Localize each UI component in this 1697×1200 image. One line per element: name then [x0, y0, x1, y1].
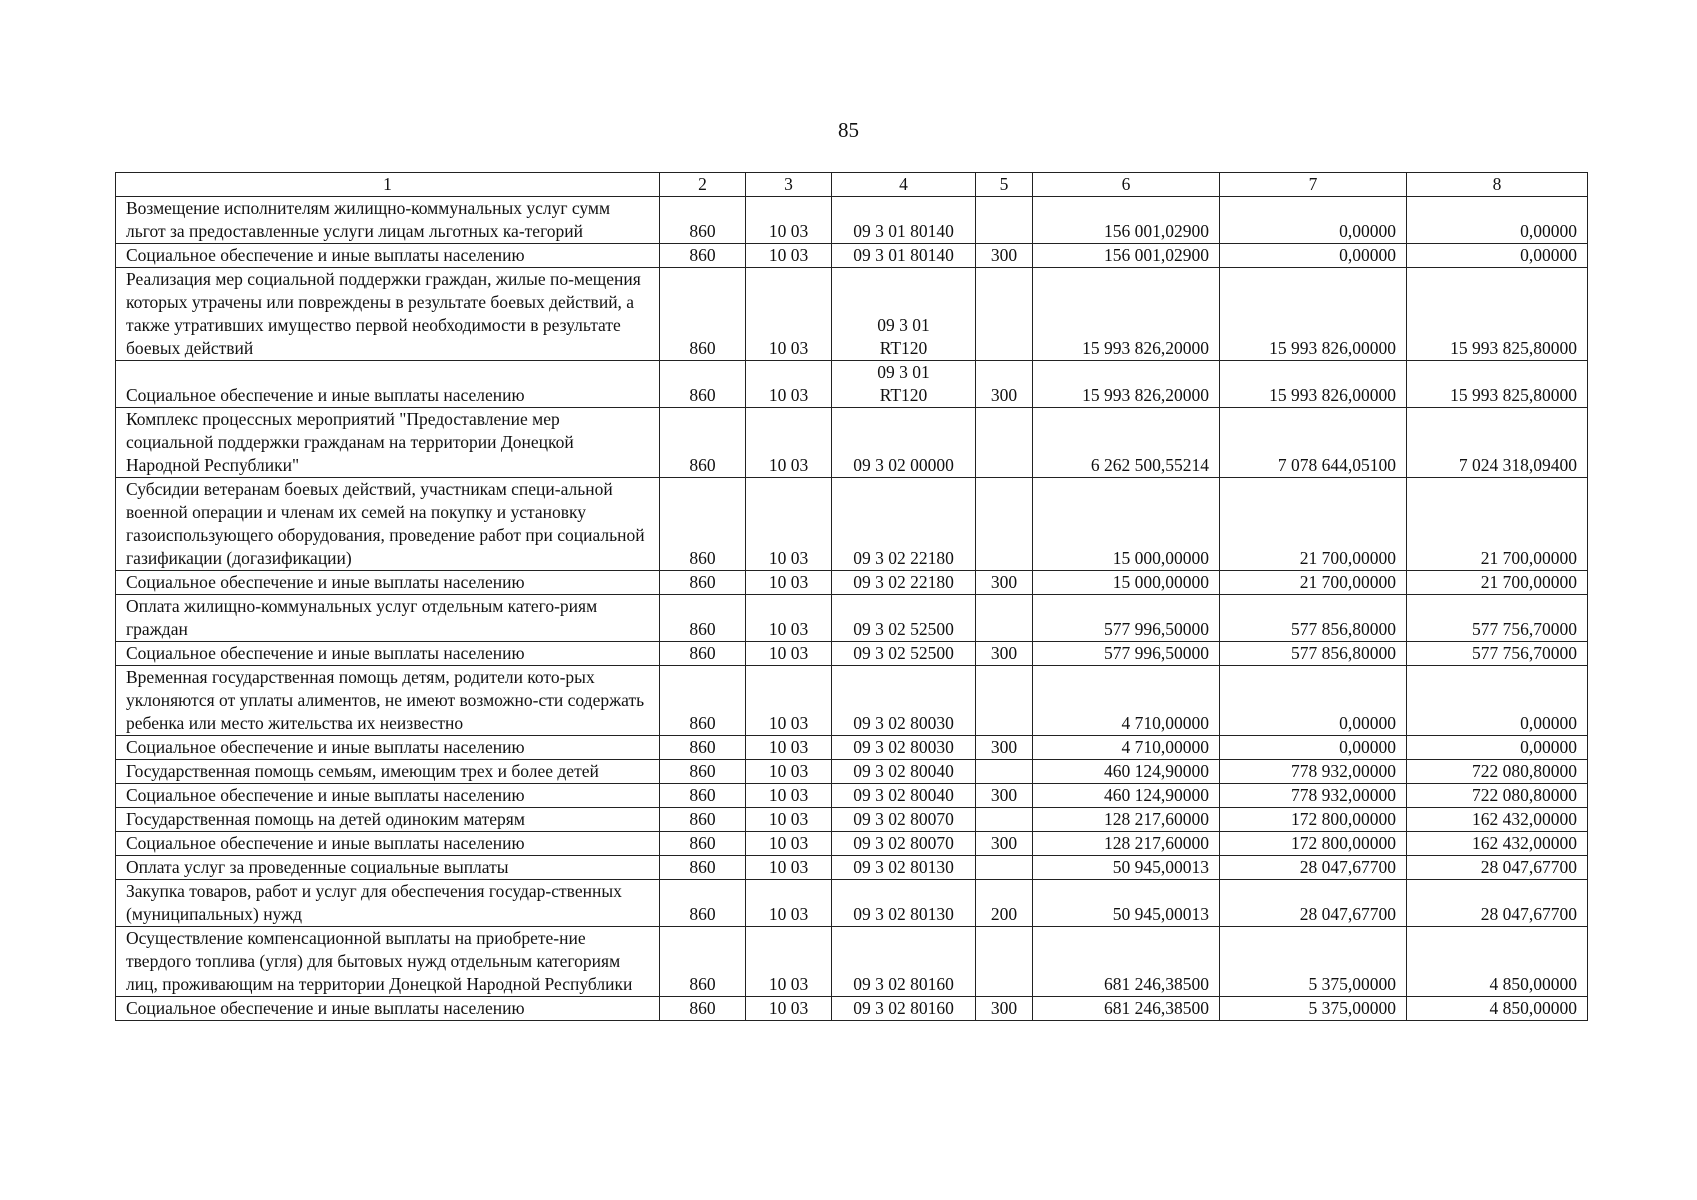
row-target-code-cell [832, 880, 976, 927]
row-admin-code-cell: 860 [660, 666, 746, 736]
target-code-line: 09 3 02 22180 [853, 572, 954, 592]
row-amount-col7-cell: 778 932,00000 [1220, 784, 1407, 808]
row-expense-type-cell [976, 595, 1033, 642]
table-row [116, 784, 1588, 808]
row-amount-col6-cell: 681 246,38500 [1033, 927, 1220, 997]
row-amount-col7-cell: 21 700,00000 [1220, 571, 1407, 595]
row-admin-code-cell: 860 [660, 642, 746, 666]
target-code-line: 09 3 02 80130 [853, 904, 954, 924]
table-body [116, 197, 1588, 1021]
row-expense-type-cell [976, 927, 1033, 997]
row-section-code-cell: 10 03 [746, 832, 832, 856]
row-amount-col6-cell: 15 993 826,20000 [1033, 268, 1220, 361]
row-name-cell: Временная государственная помощь детям, родители кото-рых уклоняются от уплаты алиментов, не имеют возможно-сти содержать ребенка или место жительства их неизвестно [116, 666, 660, 736]
row-name-cell: Закупка товаров, работ и услуг для обеспечения государ-ственных (муниципальных) нужд [116, 880, 660, 927]
row-target-code-cell [832, 408, 976, 478]
row-name-cell: Оплата услуг за проведенные социальные выплаты [116, 856, 660, 880]
row-section-code-cell: 10 03 [746, 784, 832, 808]
target-code-line: 09 3 02 80030 [853, 737, 954, 757]
row-amount-col8-cell: 21 700,00000 [1407, 478, 1588, 571]
row-section-code-cell: 10 03 [746, 997, 832, 1021]
row-expense-type-cell: 300 [976, 244, 1033, 268]
row-expense-type-cell [976, 408, 1033, 478]
row-admin-code-cell: 860 [660, 760, 746, 784]
column-header-6: 6 [1033, 173, 1220, 197]
row-name-cell: Социальное обеспечение и иные выплаты населению [116, 244, 660, 268]
row-target-code-cell [832, 666, 976, 736]
row-admin-code-cell: 860 [660, 478, 746, 571]
table-row [116, 927, 1588, 997]
row-amount-col8-cell: 0,00000 [1407, 197, 1588, 244]
row-amount-col6-cell: 128 217,60000 [1033, 808, 1220, 832]
row-name-cell: Государственная помощь семьям, имеющим трех и более детей [116, 760, 660, 784]
row-admin-code-cell: 860 [660, 736, 746, 760]
column-header-1: 1 [116, 173, 660, 197]
row-target-code-cell [832, 832, 976, 856]
row-amount-col8-cell: 722 080,80000 [1407, 784, 1588, 808]
target-code-line: 09 3 01 80140 [853, 221, 954, 241]
budget-table [115, 172, 1588, 1021]
row-amount-col7-cell: 5 375,00000 [1220, 927, 1407, 997]
row-amount-col6-cell: 15 000,00000 [1033, 571, 1220, 595]
row-expense-type-cell: 300 [976, 642, 1033, 666]
table-row [116, 197, 1588, 244]
row-amount-col6-cell: 577 996,50000 [1033, 595, 1220, 642]
row-name-cell: Социальное обеспечение и иные выплаты населению [116, 784, 660, 808]
row-amount-col8-cell: 15 993 825,80000 [1407, 361, 1588, 408]
row-expense-type-cell: 300 [976, 784, 1033, 808]
target-code-line: 09 3 02 80030 [853, 713, 954, 733]
row-expense-type-cell: 300 [976, 832, 1033, 856]
column-header-2: 2 [660, 173, 746, 197]
row-amount-col6-cell: 6 262 500,55214 [1033, 408, 1220, 478]
row-admin-code-cell: 860 [660, 268, 746, 361]
row-name-cell: Социальное обеспечение и иные выплаты населению [116, 361, 660, 408]
row-amount-col6-cell: 15 993 826,20000 [1033, 361, 1220, 408]
table-row [116, 997, 1588, 1021]
target-code-line: 09 3 02 80160 [853, 998, 954, 1018]
row-amount-col6-cell: 128 217,60000 [1033, 832, 1220, 856]
row-amount-col8-cell: 7 024 318,09400 [1407, 408, 1588, 478]
row-amount-col7-cell: 21 700,00000 [1220, 478, 1407, 571]
row-name-cell: Реализация мер социальной поддержки граждан, жилые по-мещения которых утрачены или повреждены в результате боевых действий, а также утративших имущество первой необходимости в результате боевых действий [116, 268, 660, 361]
row-name-cell: Возмещение исполнителям жилищно-коммунальных услуг сумм льгот за предоставленные услуги лицам льготных ка-тегорий [116, 197, 660, 244]
row-amount-col8-cell: 21 700,00000 [1407, 571, 1588, 595]
row-amount-col7-cell: 172 800,00000 [1220, 832, 1407, 856]
table-row [116, 478, 1588, 571]
target-code-line: 09 3 02 80040 [853, 785, 954, 805]
table-row [116, 880, 1588, 927]
table-row [116, 832, 1588, 856]
row-expense-type-cell [976, 666, 1033, 736]
row-expense-type-cell: 300 [976, 736, 1033, 760]
row-amount-col8-cell: 0,00000 [1407, 244, 1588, 268]
row-expense-type-cell: 300 [976, 571, 1033, 595]
column-header-5: 5 [976, 173, 1033, 197]
row-admin-code-cell: 860 [660, 784, 746, 808]
row-expense-type-cell [976, 268, 1033, 361]
row-section-code-cell: 10 03 [746, 571, 832, 595]
row-amount-col7-cell: 0,00000 [1220, 244, 1407, 268]
row-amount-col7-cell: 0,00000 [1220, 666, 1407, 736]
row-target-code-cell [832, 760, 976, 784]
row-section-code-cell: 10 03 [746, 244, 832, 268]
row-target-code-cell [832, 808, 976, 832]
row-amount-col8-cell: 0,00000 [1407, 666, 1588, 736]
table-row [116, 244, 1588, 268]
row-amount-col6-cell: 50 945,00013 [1033, 856, 1220, 880]
row-amount-col8-cell: 162 432,00000 [1407, 832, 1588, 856]
target-code-line: 09 3 02 80130 [853, 857, 954, 877]
header-row [116, 173, 1588, 197]
table-row [116, 856, 1588, 880]
row-amount-col7-cell: 7 078 644,05100 [1220, 408, 1407, 478]
row-name-cell: Комплекс процессных мероприятий "Предоставление мер социальной поддержки гражданам на территории Донецкой Народной Республики" [116, 408, 660, 478]
row-section-code-cell: 10 03 [746, 808, 832, 832]
row-target-code-cell [832, 571, 976, 595]
target-code-line: RT120 [879, 385, 928, 405]
row-section-code-cell: 10 03 [746, 642, 832, 666]
row-name-cell: Социальное обеспечение и иные выплаты населению [116, 997, 660, 1021]
target-code-line: 09 3 02 80040 [853, 761, 954, 781]
row-section-code-cell: 10 03 [746, 408, 832, 478]
row-amount-col7-cell: 28 047,67700 [1220, 880, 1407, 927]
table-row [116, 808, 1588, 832]
row-amount-col7-cell: 172 800,00000 [1220, 808, 1407, 832]
row-admin-code-cell: 860 [660, 997, 746, 1021]
row-target-code-cell [832, 244, 976, 268]
row-target-code-cell [832, 361, 976, 408]
row-name-cell: Социальное обеспечение и иные выплаты населению [116, 832, 660, 856]
row-admin-code-cell: 860 [660, 361, 746, 408]
row-admin-code-cell: 860 [660, 808, 746, 832]
row-expense-type-cell [976, 197, 1033, 244]
target-code-line: 09 3 01 [877, 362, 930, 382]
row-section-code-cell: 10 03 [746, 595, 832, 642]
row-name-cell: Государственная помощь на детей одиноким матерям [116, 808, 660, 832]
row-section-code-cell: 10 03 [746, 760, 832, 784]
target-code-line: 09 3 02 80070 [853, 833, 954, 853]
column-header-8: 8 [1407, 173, 1588, 197]
table-row [116, 361, 1588, 408]
row-expense-type-cell [976, 478, 1033, 571]
row-name-cell: Социальное обеспечение и иные выплаты населению [116, 571, 660, 595]
row-target-code-cell [832, 595, 976, 642]
row-amount-col6-cell: 156 001,02900 [1033, 244, 1220, 268]
row-amount-col8-cell: 162 432,00000 [1407, 808, 1588, 832]
row-section-code-cell: 10 03 [746, 880, 832, 927]
target-code-line: 09 3 02 52500 [853, 619, 954, 639]
row-target-code-cell [832, 997, 976, 1021]
row-admin-code-cell: 860 [660, 197, 746, 244]
target-code-line: RT120 [879, 338, 928, 358]
row-amount-col6-cell: 156 001,02900 [1033, 197, 1220, 244]
row-admin-code-cell: 860 [660, 595, 746, 642]
row-name-cell: Осуществление компенсационной выплаты на приобрете-ние твердого топлива (угля) для бытовых нужд отдельным категориям лиц, проживающим на территории Донецкой Народной Республики [116, 927, 660, 997]
row-amount-col7-cell: 577 856,80000 [1220, 642, 1407, 666]
row-amount-col7-cell: 0,00000 [1220, 197, 1407, 244]
table-row [116, 268, 1588, 361]
row-amount-col6-cell: 577 996,50000 [1033, 642, 1220, 666]
table-row [116, 571, 1588, 595]
target-code-line: 09 3 01 80140 [853, 245, 954, 265]
row-expense-type-cell: 300 [976, 997, 1033, 1021]
row-amount-col7-cell: 5 375,00000 [1220, 997, 1407, 1021]
row-amount-col8-cell: 4 850,00000 [1407, 997, 1588, 1021]
row-amount-col8-cell: 722 080,80000 [1407, 760, 1588, 784]
column-header-7: 7 [1220, 173, 1407, 197]
target-code-line: 09 3 02 52500 [853, 643, 954, 663]
table-row [116, 760, 1588, 784]
row-expense-type-cell: 200 [976, 880, 1033, 927]
target-code-line: 09 3 02 80160 [853, 974, 954, 994]
table-row [116, 408, 1588, 478]
row-amount-col8-cell: 15 993 825,80000 [1407, 268, 1588, 361]
row-amount-col6-cell: 681 246,38500 [1033, 997, 1220, 1021]
row-amount-col8-cell: 4 850,00000 [1407, 927, 1588, 997]
row-target-code-cell [832, 268, 976, 361]
row-target-code-cell [832, 856, 976, 880]
target-code-line: 09 3 01 [877, 315, 930, 335]
row-admin-code-cell: 860 [660, 244, 746, 268]
row-name-cell: Социальное обеспечение и иные выплаты населению [116, 736, 660, 760]
row-section-code-cell: 10 03 [746, 361, 832, 408]
row-amount-col7-cell: 577 856,80000 [1220, 595, 1407, 642]
row-section-code-cell: 10 03 [746, 197, 832, 244]
table-row [116, 642, 1588, 666]
row-expense-type-cell [976, 808, 1033, 832]
row-admin-code-cell: 860 [660, 856, 746, 880]
row-admin-code-cell: 860 [660, 408, 746, 478]
row-target-code-cell [832, 784, 976, 808]
row-section-code-cell: 10 03 [746, 736, 832, 760]
column-header-4: 4 [832, 173, 976, 197]
table-row [116, 666, 1588, 736]
row-section-code-cell: 10 03 [746, 478, 832, 571]
row-target-code-cell [832, 927, 976, 997]
row-amount-col8-cell: 28 047,67700 [1407, 880, 1588, 927]
row-amount-col6-cell: 15 000,00000 [1033, 478, 1220, 571]
row-name-cell: Субсидии ветеранам боевых действий, участникам специ-альной военной операции и членам их семей на покупку и установку газоиспользующего оборудования, проведение работ при социальной газификации (догазификации) [116, 478, 660, 571]
row-admin-code-cell: 860 [660, 571, 746, 595]
row-amount-col8-cell: 28 047,67700 [1407, 856, 1588, 880]
target-code-line: 09 3 02 00000 [853, 455, 954, 475]
table-row [116, 736, 1588, 760]
row-amount-col7-cell: 28 047,67700 [1220, 856, 1407, 880]
row-section-code-cell: 10 03 [746, 666, 832, 736]
row-amount-col6-cell: 460 124,90000 [1033, 784, 1220, 808]
row-admin-code-cell: 860 [660, 880, 746, 927]
row-amount-col7-cell: 15 993 826,00000 [1220, 361, 1407, 408]
row-admin-code-cell: 860 [660, 927, 746, 997]
row-amount-col8-cell: 577 756,70000 [1407, 642, 1588, 666]
row-name-cell: Социальное обеспечение и иные выплаты населению [116, 642, 660, 666]
table-row [116, 595, 1588, 642]
row-target-code-cell [832, 478, 976, 571]
row-admin-code-cell: 860 [660, 832, 746, 856]
row-amount-col7-cell: 778 932,00000 [1220, 760, 1407, 784]
row-section-code-cell: 10 03 [746, 268, 832, 361]
row-target-code-cell [832, 736, 976, 760]
row-section-code-cell: 10 03 [746, 856, 832, 880]
row-expense-type-cell: 300 [976, 361, 1033, 408]
row-amount-col7-cell: 15 993 826,00000 [1220, 268, 1407, 361]
row-expense-type-cell [976, 856, 1033, 880]
target-code-line: 09 3 02 22180 [853, 548, 954, 568]
row-amount-col6-cell: 4 710,00000 [1033, 736, 1220, 760]
target-code-line: 09 3 02 80070 [853, 809, 954, 829]
row-expense-type-cell [976, 760, 1033, 784]
column-header-3: 3 [746, 173, 832, 197]
row-amount-col7-cell: 0,00000 [1220, 736, 1407, 760]
row-amount-col8-cell: 0,00000 [1407, 736, 1588, 760]
row-amount-col8-cell: 577 756,70000 [1407, 595, 1588, 642]
row-amount-col6-cell: 4 710,00000 [1033, 666, 1220, 736]
page-number: 85 [838, 118, 859, 142]
row-target-code-cell [832, 642, 976, 666]
row-target-code-cell [832, 197, 976, 244]
row-amount-col6-cell: 460 124,90000 [1033, 760, 1220, 784]
row-section-code-cell: 10 03 [746, 927, 832, 997]
row-amount-col6-cell: 50 945,00013 [1033, 880, 1220, 927]
row-name-cell: Оплата жилищно-коммунальных услуг отдельным катего-риям граждан [116, 595, 660, 642]
